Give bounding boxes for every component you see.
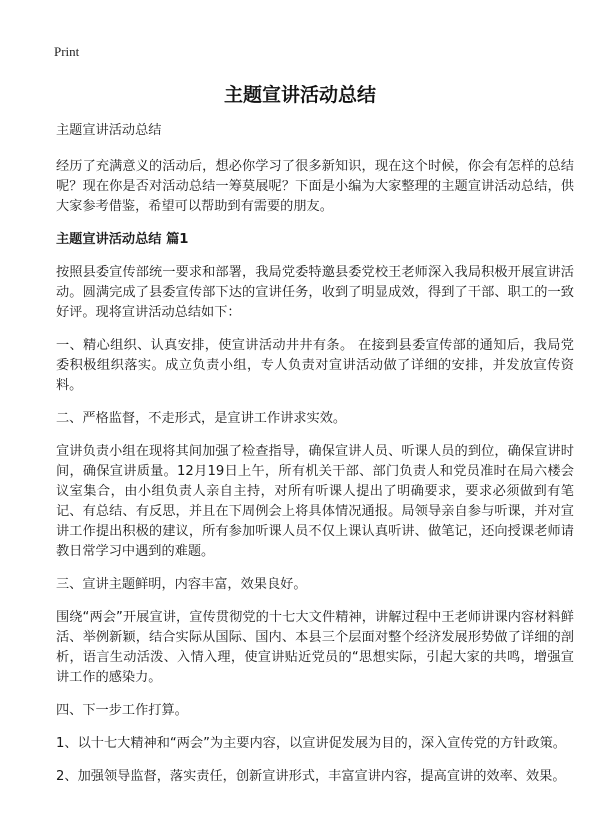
paragraph: 三、宣讲主题鲜明，内容丰富，效果良好。 <box>56 577 307 592</box>
paragraph: 按照县委宣传部统一要求和部署，我局党委特邀县委党校王老师深入我局积极开展宣讲活动。圆满完成了县委宣传部下达的宣讲任务，收到了明显成效，得到了干部、职工的一致好评。现将宣讲活动总结如下： <box>56 265 574 320</box>
page-title: 主题宣讲活动总结 <box>223 84 376 106</box>
paragraph: 1、以十七大精神和“两会”为主要内容，以宣讲促发展为目的，深入宣传党的方针政策。 <box>56 736 566 751</box>
article-body <box>56 121 574 800</box>
article-subtitle: 主题宣讲活动总结 <box>56 123 162 138</box>
paragraph: 一、精心组织、认真安排，使宣讲活动井井有条。 在接到县委宣传部的通知后，我局党委积极组织落实。成立负责小组，专人负责对宣讲活动做了详细的安排，并发放宣传资料。 <box>56 338 574 393</box>
intro-paragraph: 经历了充满意义的活动后，想必你学习了很多新知识，现在这个时候，你会有怎样的总结呢？现在你是否对活动总结一筹莫展呢？下面是小编为大家整理的主题宣讲活动总结，供大家参考借鉴，希望可以帮助到有需要的朋友。 <box>56 159 574 214</box>
paragraph: 四、下一步工作打算。 <box>56 703 188 718</box>
paragraph: 2、加强领导监督，落实责任，创新宣讲形式，丰富宣讲内容，提高宣讲的效率、效果。 <box>56 769 566 784</box>
paragraph: 二、严格监督，不走形式，是宣讲工作讲求实效。 <box>56 411 347 426</box>
paragraph: 宣讲负责小组在现将其间加强了检查指导，确保宣讲人员、听课人员的到位，确保宣讲时间，确保宣讲质量。12月19日上午，所有机关干部、部门负责人和党员准时在局六楼会议室集合，由小组负责人亲自主持，对所有听课人提出了明确要求，要求必须做到有笔记、有总结、有反思，并且在下周例会上将具体情况通报。局领导亲自参与听课，并对宣讲工作提出积极的建议，所有参加听课人员不仅上课认真听讲、做笔记，还向授课老师请教日常学习中遇到的难题。 <box>56 444 574 559</box>
section-heading: 主题宣讲活动总结 篇1 <box>56 232 189 247</box>
print-link[interactable]: Print <box>54 44 80 59</box>
paragraph: 围绕“两会”开展宣讲，宣传贯彻党的十七大文件精神，讲解过程中王老师讲课内容材料鲜活、举例新颖，结合实际从国际、国内、本县三个层面对整个经济发展形势做了详细的剖析，语言生动活泼、入情入理，使宣讲贴近党员的“思想实际，引起大家的共鸣，增强宣讲工作的感染力。 <box>56 610 574 685</box>
